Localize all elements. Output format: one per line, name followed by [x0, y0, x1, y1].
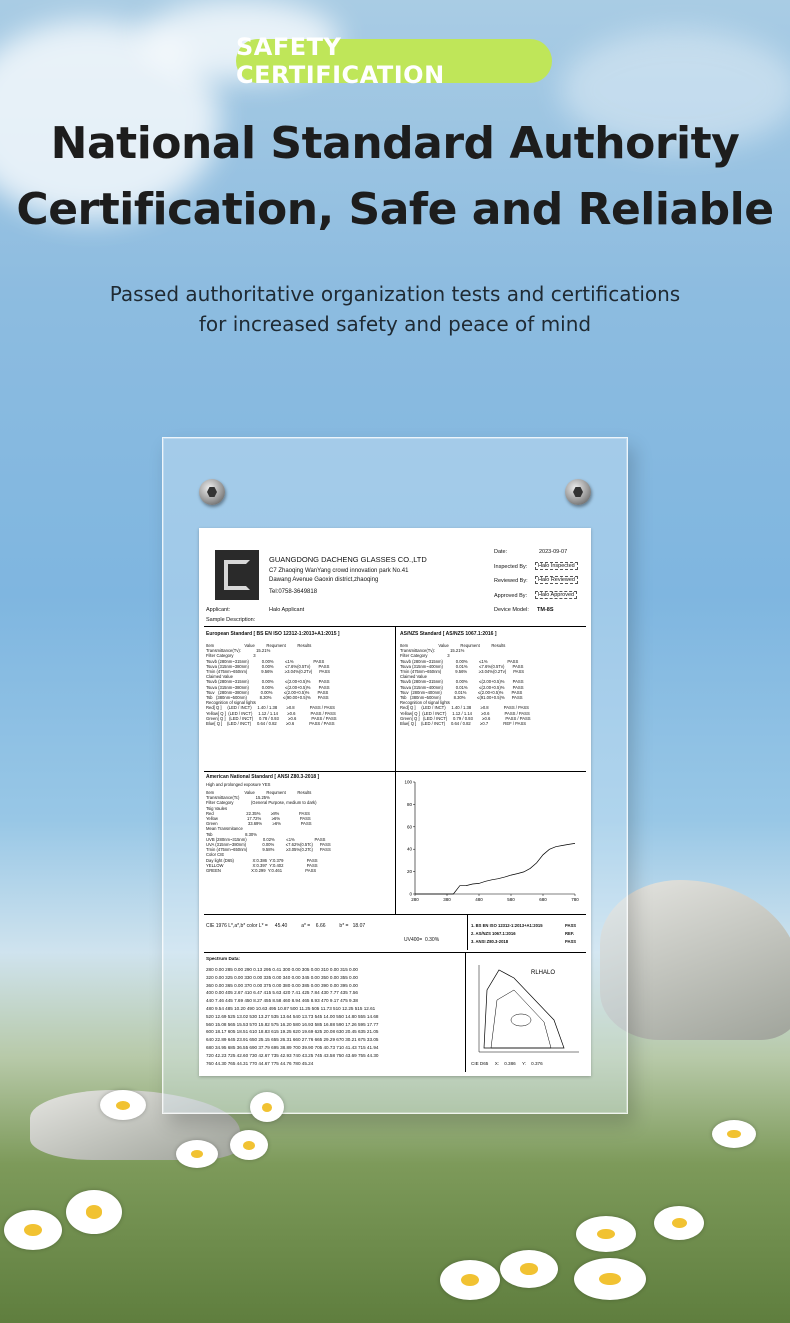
- standard-3: 3. ANSI Z80.3-2018: [471, 939, 509, 944]
- chart-x-tick-label: 380: [443, 897, 451, 902]
- company-logo: [215, 550, 259, 600]
- chart-y-tick-label: 60: [406, 824, 412, 830]
- uv400-value: UV400= 0.30%: [404, 937, 440, 943]
- as-standard-title: AS/NZS Standard [ AS/NZS 1067.1:2016 ]: [400, 631, 497, 637]
- sample-label: Sample Description:: [206, 617, 256, 623]
- standard-1: 1. BS EN ISO 12312-1:2013+A1:2015: [471, 923, 543, 928]
- daisy: [576, 1216, 636, 1252]
- safety-badge: SAFETY CERTIFICATION: [236, 39, 552, 83]
- chart-x-tick-label: 780: [571, 897, 579, 902]
- headline-line-1: National Standard Authority: [50, 118, 740, 169]
- chart-x-tick-label: 280: [411, 897, 419, 902]
- chart-series-line: [415, 843, 575, 894]
- company-name: GUANGDONG DACHENG GLASSES CO.,LTD: [269, 555, 427, 564]
- daisy: [574, 1258, 646, 1300]
- company-tel: Tel:0758-3649818: [269, 589, 318, 595]
- standard-2-result: REF.: [565, 931, 575, 936]
- reviewed-stamp: Halo Reviewed: [535, 576, 578, 584]
- daisy: [654, 1206, 704, 1240]
- daisy: [4, 1210, 62, 1250]
- daisy: [500, 1250, 558, 1288]
- daisy: [100, 1090, 146, 1120]
- ansi-subtitle: High and prolonged exposure YES: [206, 782, 271, 787]
- daisy: [250, 1092, 284, 1122]
- chart-x-tick-label: 680: [539, 897, 547, 902]
- approved-label: Approved By:: [494, 593, 528, 599]
- cie-color-values: CIE 1976 L*,a*,b* color L* = 45.40 a* = 6.66 b* = 18.07: [206, 923, 366, 929]
- company-address-1: C7 Zhaoqing WanYang crowd innovation park No.41: [269, 568, 409, 574]
- screw-icon: [565, 479, 591, 505]
- ansi-standard-title: American National Standard [ ANSI Z80.3-2018 ]: [206, 774, 320, 780]
- standard-3-result: PASS: [565, 939, 577, 944]
- chart-x-tick-label: 580: [507, 897, 515, 902]
- screw-icon: [199, 479, 225, 505]
- chart-x-tick-label: 480: [475, 897, 483, 902]
- device-label: Device Model:: [494, 607, 529, 613]
- date-label: Date:: [494, 549, 508, 555]
- applicant-value: Halo Applicant: [269, 607, 305, 613]
- approved-stamp: Halo Approved: [535, 591, 577, 599]
- chart-y-tick-label: 20: [406, 869, 412, 875]
- inspected-label: Inspected By:: [494, 564, 528, 570]
- reviewed-label: Reviewed By:: [494, 578, 528, 584]
- eu-standard-title: European Standard [ BS EN ISO 12312-1:2013+A1:2015 ]: [206, 631, 340, 637]
- spectrum-table: 280 0.00 285 0.00 290 0.13 295 0.41 300 0.00 305 0.00 310 0.00 315 0.00 320 0.00 325 0.00 330 0.00 335 0.00 340 0.00 345 0.00 350 0.00 355 0.00 360 0.00 365 0.00 370 0.00 375 0.00 380 0.00 385 0.00 390 0.00 395 0.00 400 0.00 405 2.67 410 6.47 415 5.63 420 7.41 425 7.84 430 7.77 435 7.56 440 7.46 445 7.69 450 8.27 455 8.58 460 8.94 465 8.93 470 9.17 475 9.38 480 9.54 485 10.20 490 10.63 495 10.87 500 11.25 505 11.73 510 12.25 515 12.61 520 12.69 525 13.02 530 13.27 535 13.64 540 13.73 545 14.00 550 14.80 555 14.68 560 15.08 565 15.53 570 15.82 575 16.20 580 16.93 585 16.88 590 17.26 595 17.77 600 18.17 605 18.51 610 18.83 615 19.25 620 19.69 625 20.08 630 20.45 635 21.05 640 22.89 645 23.91 650 25.15 655 26.31 660 27.76 665 29.29 670 30.21 675 33.05 680 34.95 685 36.55 690 37.79 695 38.89 700 39.90 705 40.73 710 41.43 715 41.94 720 42.23 725 42.60 730 42.67 735 42.93 740 43.25 745 43.58 750 43.69 755 44.30 760 44.30 765 44.31 770 44.67 775 44.76 780 45.24: [206, 967, 379, 1066]
- cie-diagram: [469, 960, 584, 1060]
- device-value: TM-8S: [537, 607, 554, 613]
- daisy: [176, 1140, 218, 1168]
- chart-y-tick-label: 100: [404, 779, 412, 785]
- brand-name: RLHALO: [531, 970, 556, 976]
- cie-d65-values: CIE D65 X: 0.386 Y: 0.376: [471, 1061, 543, 1066]
- daisy: [66, 1190, 122, 1234]
- company-address-2: Dawang Avenue Gaoxin district,zhaoqing: [269, 577, 379, 583]
- inspected-stamp: Halo Inspected: [535, 562, 578, 570]
- subtitle-line-2: for increased safety and peace of mind: [198, 312, 592, 336]
- daisy: [230, 1130, 268, 1160]
- standard-2: 2. AS/NZS 1067.1:2016: [471, 931, 516, 936]
- eu-standard-table: Item Value Requment Results Transmittance(Tv): 15.21% Filter Category 3 Tsuvb (280nm~315nm) 0.00% ≤1% PASS Tsuva (315nm~380nm) 0.00% ≤7.6%(0.5Tv) PASS Tmin (475nm~650nm) 9.56% ≥3.04%(0.2Tv) PASS Claimed Value Tsuvb (280nm~315nm) 0.00% ≤(2.00+0.5)% PASS Tsuva (315nm~380nm) 0.00% ≤(2.00+0.5)% PASS Tsuv (280nm~380nm) 0.00% ≤(2.00+0.5)% PASS Tsb (380nm~500nm) 8.30% ≤(90.00+0.5)% PASS Recognition of signal lights Red[ Q ] (LED / INCT) 1.40 / 1.38 ≥0.8 PASS / PASS Yellow[ Q ] (LED / INCT) 1.12 / 1.14 ≥0.6 PASS / PASS Green[ Q ] (LED / INCT) 0.78 / 0.93 ≥0.6 PASS / PASS Blue[ Q ] (LED / INCT) 0.64 / 0.82 ≥0.6 PASS / PASS: [206, 643, 337, 727]
- transmittance-chart: [399, 776, 585, 910]
- as-standard-table: Item Value Requment Results Transmittance(Tv): 15.21% Filter Category 3 Tsuvb (280nm~315nm) 0.00% ≤1% PASS Tsuva (315nm~400nm) 0.01% ≤7.6%(0.5Tv) PASS Tmin (475nm~650nm) 9.56% ≥3.04%(0.2Tv) PASS Claimed Value Tsuvb (280nm~315nm) 0.00% ≤(2.00+0.5)% PASS Tsuva (315nm~400nm) 0.01% ≤(2.00+0.5)% PASS Tsuv (280nm~400nm) 0.01% ≤(2.00+0.5)% PASS Tsb (380nm~500nm) 8.30% ≤(91.00+0.5)% PASS Recognition of signal lights Red[ Q ] (LED / INCT) 1.40 / 1.38 ≥0.8 PASS / PASS Yellow[ Q ] (LED / INCT) 1.12 / 1.14 ≥0.6 PASS / PASS Green[ Q ] (LED / INCT) 0.79 / 0.93 ≥0.6 PASS / PASS Blue[ Q ] (LED / INCT) 0.64 / 0.82 ≥0.7 REF / PASS: [400, 643, 531, 727]
- headline-line-2: Certification, Safe and Reliable: [16, 184, 774, 235]
- spectrum-label: Spectrum Data:: [206, 956, 240, 961]
- applicant-label: Applicant:: [206, 607, 231, 613]
- subtitle-line-1: Passed authoritative organization tests and certifications: [109, 282, 681, 306]
- certificate-document: [199, 528, 591, 1076]
- date-value: 2023-09-07: [539, 549, 568, 555]
- ansi-standard-table: Item Value Requment Results Transmittance(Tc) 15.25% Filter Category (General Purpose, medium to dark) Tsig Vaules Red 22.35% ≥8% PASS Yellow 17.72% ≥6% PASS Green 33.69% ≥6% PASS Mean Transmitance Tsb 8.30% UVB (280nm~315nm) 0.02% ≤1% PASS UVA (315nm~380nm) 0.00% ≤7.62%(0.5Tc) PASS Tmin (475nm~650nm) 9.58% ≥3.05%(0.2Tc) PASS Color CIE Day light (D65) X:0.386 Y:0.379 PASS YELLOW X:0.397 Y:0.402 PASS GREEN X:0.299 Y:0.461 PASS: [206, 790, 331, 874]
- standard-1-result: PASS: [565, 923, 577, 928]
- chart-y-tick-label: 80: [406, 801, 412, 807]
- daisy: [440, 1260, 500, 1300]
- daisy: [712, 1120, 756, 1148]
- chart-y-tick-label: 40: [406, 846, 412, 852]
- chart-y-tick-label: 0: [409, 891, 412, 897]
